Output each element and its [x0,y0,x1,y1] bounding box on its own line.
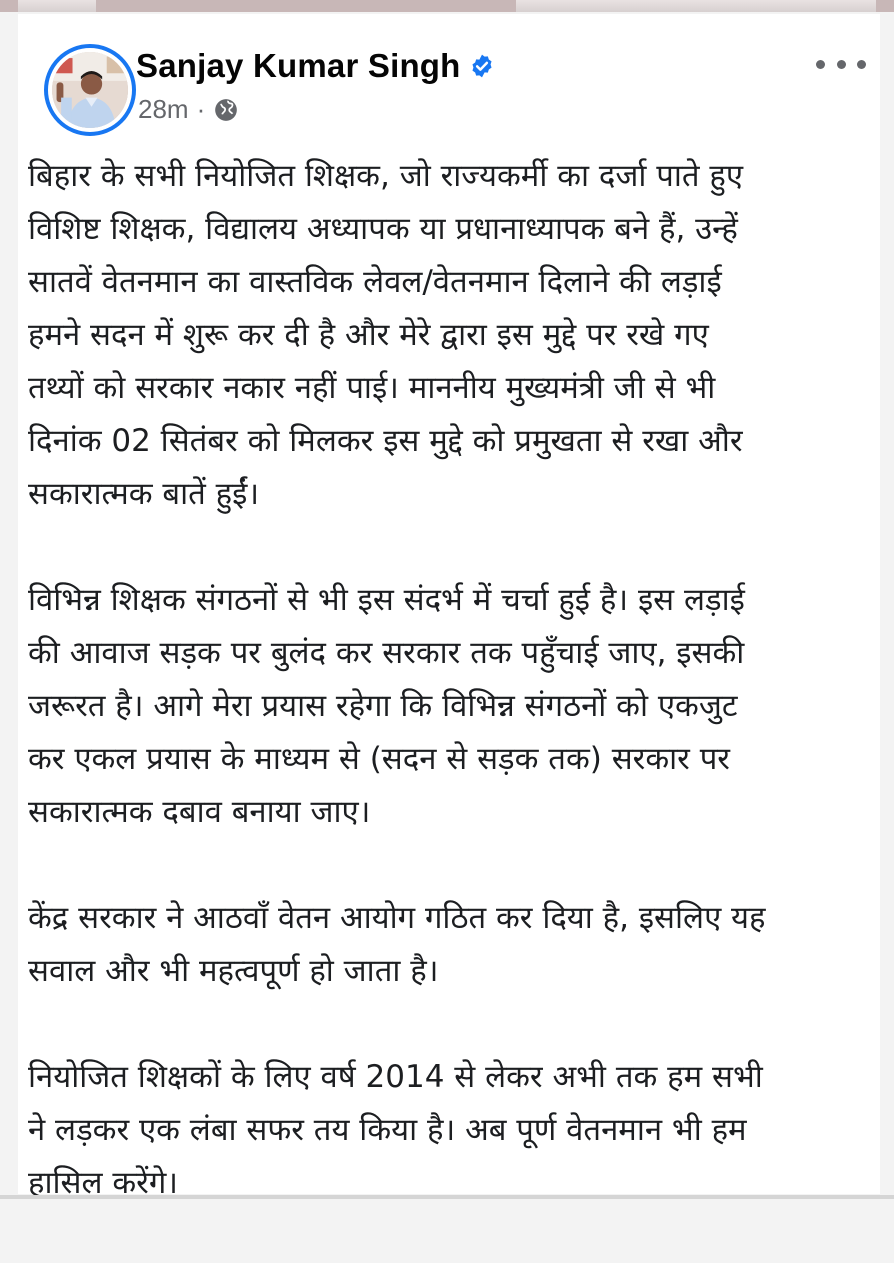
dot-icon [837,60,846,69]
post-paragraph-1: बिहार के सभी नियोजित शिक्षक, जो राज्यकर्मी का दर्जा पाते हुए विशिष्ट शिक्षक, विद्यालय अध्यापक या प्रधानाध्यापक बने हैं, उन्हें सातवें वेतनमान का वास्तविक लेवल/वेतनमान दिलाने की लड़ाई हमने सदन में शुरू कर दी है और मेरे द्वारा इस मुद्दे पर रखे गए तथ्यों को सरकार नकार नहीं पाई। माननीय मुख्यमंत्री जी से भी दिनांक 02 सितंबर को मिलकर इस मुद्दे को प्रमुखता से रखा और सकारात्मक बातें हुईं। [28,150,868,521]
dot-icon [816,60,825,69]
verified-badge-icon [469,53,495,79]
bottom-divider [0,1195,894,1199]
meta-separator: · [197,94,206,125]
post-text [28,150,868,1263]
post-paragraph-3: केंद्र सरकार ने आठवाँ वेतन आयोग गठित कर दिया है, इसलिए यह सवाल और भी महत्वपूर्ण हो जाता है। [28,892,868,998]
author-avatar[interactable] [44,44,136,136]
author-header [136,44,495,88]
post-meta [138,94,239,125]
post-paragraph-4: नियोजित शिक्षकों के लिए वर्ष 2014 से लेकर अभी तक हम सभी ने लड़कर एक लंबा सफर तय किया है। अब पूर्ण वेतनमान भी हम हासिल करेंगे। [28,1051,868,1210]
person-photo-icon [52,52,128,128]
dot-icon [857,60,866,69]
more-options-button[interactable] [816,54,866,74]
post-timestamp[interactable]: 28m [138,94,189,125]
globe-icon[interactable] [213,97,239,123]
post-paragraph-2: विभिन्न शिक्षक संगठनों से भी इस संदर्भ में चर्चा हुई है। इस लड़ाई की आवाज सड़क पर बुलंद कर सरकार तक पहुँचाई जाए, इसकी जरूरत है। आगे मेरा प्रयास रहेगा कि विभिन्न संगठनों को एकजुट कर एकल प्रयास के माध्यम से (सदन से सड़क तक) सरकार पर सकारात्मक दबाव बनाया जाए। [28,574,868,839]
post-card [18,14,880,1194]
avatar-image [52,52,128,128]
author-name[interactable]: Sanjay Kumar Singh [136,47,461,85]
top-strip [0,0,894,12]
